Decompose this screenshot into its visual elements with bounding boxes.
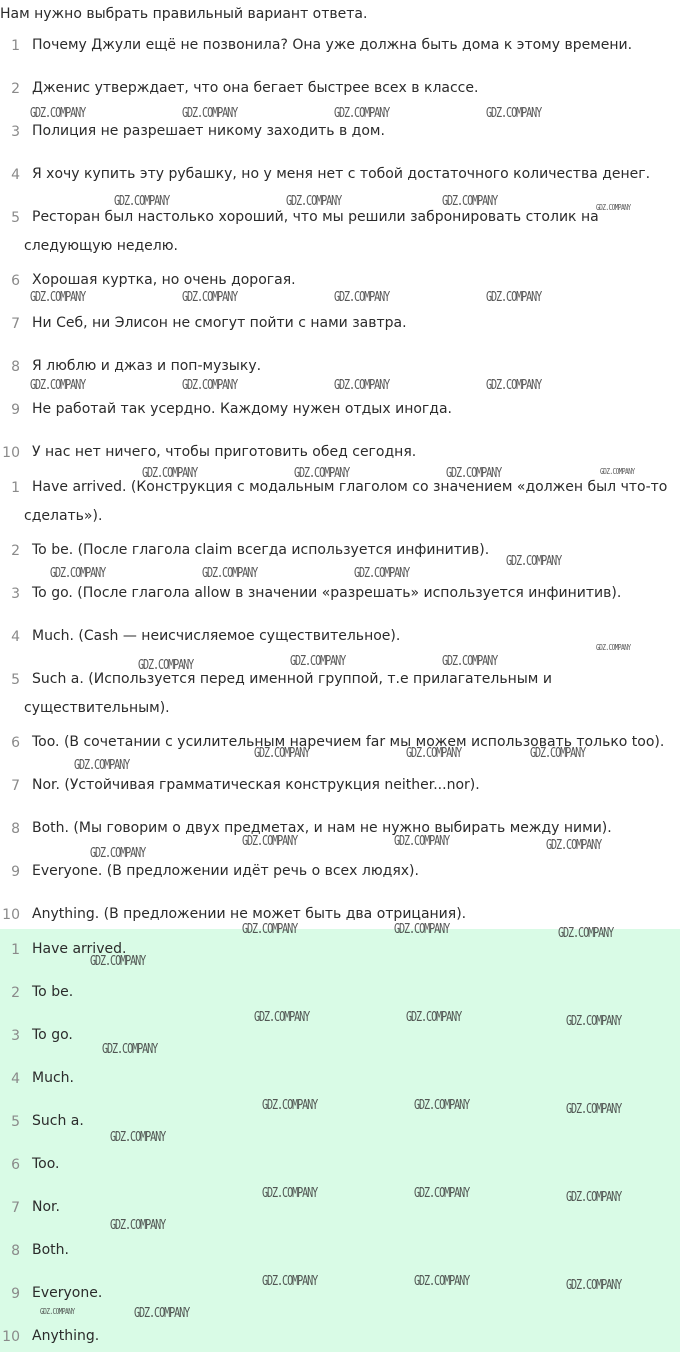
watermark: GDZ.COMPANY: [254, 1010, 310, 1025]
item-text: Both.: [32, 1242, 69, 1258]
watermark: GDZ.COMPANY: [242, 922, 298, 937]
watermark: GDZ.COMPANY: [74, 758, 130, 773]
watermark: GDZ.COMPANY: [202, 566, 258, 581]
watermark: GDZ.COMPANY: [30, 378, 86, 393]
watermark: GDZ.COMPANY: [442, 654, 498, 669]
item-number: 5: [11, 1114, 20, 1130]
item-text: Anything. (В предложении не может быть два отрицания).: [32, 906, 467, 922]
watermark: GDZ.COMPANY: [596, 643, 631, 652]
item-number: 9: [11, 864, 20, 880]
item-text: У нас нет ничего, чтобы приготовить обед сегодня.: [32, 444, 417, 460]
item-number: 5: [11, 210, 20, 226]
watermark: GDZ.COMPANY: [600, 467, 635, 476]
item-number: 10: [2, 907, 20, 923]
watermark: GDZ.COMPANY: [138, 658, 194, 673]
watermark: GDZ.COMPANY: [566, 1014, 622, 1029]
item-number: 8: [11, 821, 20, 837]
item-text: Не работай так усердно. Каждому нужен отдых иногда.: [32, 401, 452, 417]
item-number: 3: [11, 124, 20, 140]
item-text: Much. (Cash — неисчисляемое существительное).: [32, 628, 401, 644]
watermark: GDZ.COMPANY: [114, 194, 170, 209]
watermark: GDZ.COMPANY: [102, 1042, 158, 1057]
watermark: GDZ.COMPANY: [110, 1218, 166, 1233]
watermark: GDZ.COMPANY: [262, 1098, 318, 1113]
item-text: Anything.: [32, 1328, 100, 1344]
intro-text: Нам нужно выбрать правильный вариант ответа.: [0, 6, 368, 22]
watermark: GDZ.COMPANY: [486, 290, 542, 305]
watermark: GDZ.COMPANY: [566, 1190, 622, 1205]
watermark: GDZ.COMPANY: [414, 1098, 470, 1113]
item-text: Ни Себ, ни Элисон не смогут пойти с нами завтра.: [32, 315, 407, 331]
item-text: Everyone. (В предложении идёт речь о всех людях).: [32, 863, 419, 879]
item-text: Хорошая куртка, но очень дорогая.: [32, 272, 296, 288]
watermark: GDZ.COMPANY: [110, 1130, 166, 1145]
watermark: GDZ.COMPANY: [30, 106, 86, 121]
item-text: To go.: [32, 1027, 73, 1043]
watermark: GDZ.COMPANY: [486, 378, 542, 393]
item-text: Everyone.: [32, 1285, 103, 1301]
watermark: GDZ.COMPANY: [558, 926, 614, 941]
item-text: Nor.: [32, 1199, 60, 1215]
watermark: GDZ.COMPANY: [142, 466, 198, 481]
item-number: 1: [11, 480, 20, 496]
item-text: Ресторан был настолько хороший, что мы решили забронировать столик на следующую неделю.: [24, 209, 599, 254]
watermark: GDZ.COMPANY: [134, 1306, 190, 1321]
item-number: 1: [11, 38, 20, 54]
watermark: GDZ.COMPANY: [182, 378, 238, 393]
item-text: Полиция не разрешает никому заходить в дом.: [32, 123, 385, 139]
item-number: 2: [11, 81, 20, 97]
watermark: GDZ.COMPANY: [294, 466, 350, 481]
item-text: Почему Джули ещё не позвонила? Она уже должна быть дома к этому времени.: [32, 37, 633, 53]
item-text: Я хочу купить эту рубашку, но у меня нет с тобой достаточного количества денег.: [32, 166, 651, 182]
item-text: To go. (После глагола allow в значении «разрешать» используется инфинитив).: [32, 585, 622, 601]
item-number: 3: [11, 586, 20, 602]
item-text: Я люблю и джаз и поп-музыку.: [32, 358, 262, 374]
item-number: 6: [11, 273, 20, 289]
item-number: 2: [11, 985, 20, 1001]
item-text: Such a.: [32, 1113, 84, 1129]
item-text: Much.: [32, 1070, 74, 1086]
item-number: 7: [11, 778, 20, 794]
item-number: 8: [11, 1243, 20, 1259]
item-number: 2: [11, 543, 20, 559]
item-number: 7: [11, 316, 20, 332]
item-text: Have arrived.: [32, 941, 127, 957]
watermark: GDZ.COMPANY: [334, 378, 390, 393]
watermark: GDZ.COMPANY: [442, 194, 498, 209]
item-text: Too. (В сочетании с усилительным наречием far мы можем использовать только too).: [32, 734, 665, 750]
item-text: Both. (Мы говорим о двух предметах, и нам не нужно выбирать между ними).: [32, 820, 612, 836]
item-number: 9: [11, 402, 20, 418]
watermark: GDZ.COMPANY: [50, 566, 106, 581]
item-number: 10: [2, 1329, 20, 1345]
watermark: GDZ.COMPANY: [90, 954, 146, 969]
item-number: 10: [2, 445, 20, 461]
item-text: To be. (После глагола claim всегда используется инфинитив).: [32, 542, 490, 558]
watermark: GDZ.COMPANY: [334, 290, 390, 305]
item-number: 5: [11, 672, 20, 688]
item-number: 4: [11, 167, 20, 183]
item-text: Have arrived. (Конструкция с модальным глаголом со значением «должен был что-то сделать»).: [24, 479, 668, 524]
watermark: GDZ.COMPANY: [566, 1102, 622, 1117]
watermark: GDZ.COMPANY: [406, 746, 462, 761]
watermark: GDZ.COMPANY: [506, 554, 562, 569]
item-text: To be.: [32, 984, 74, 1000]
watermark: GDZ.COMPANY: [40, 1307, 75, 1316]
watermark: GDZ.COMPANY: [546, 838, 602, 853]
watermark: GDZ.COMPANY: [242, 834, 298, 849]
watermark: GDZ.COMPANY: [596, 203, 631, 212]
watermark: GDZ.COMPANY: [254, 746, 310, 761]
watermark: GDZ.COMPANY: [530, 746, 586, 761]
item-number: 6: [11, 1157, 20, 1173]
item-text: Дженис утверждает, что она бегает быстрее всех в классе.: [32, 80, 479, 96]
item-number: 8: [11, 359, 20, 375]
watermark: GDZ.COMPANY: [182, 290, 238, 305]
item-number: 3: [11, 1028, 20, 1044]
item-text: Too.: [32, 1156, 60, 1172]
item-number: 1: [11, 942, 20, 958]
item-number: 9: [11, 1286, 20, 1302]
watermark: GDZ.COMPANY: [182, 106, 238, 121]
watermark: GDZ.COMPANY: [414, 1186, 470, 1201]
item-number: 7: [11, 1200, 20, 1216]
item-number: 6: [11, 735, 20, 751]
watermark: GDZ.COMPANY: [566, 1278, 622, 1293]
watermark: GDZ.COMPANY: [354, 566, 410, 581]
watermark: GDZ.COMPANY: [414, 1274, 470, 1289]
item-number: 4: [11, 1071, 20, 1087]
watermark: GDZ.COMPANY: [486, 106, 542, 121]
item-text: Nor. (Устойчивая грамматическая конструкция neither...nor).: [32, 777, 480, 793]
watermark: GDZ.COMPANY: [90, 846, 146, 861]
item-number: 4: [11, 629, 20, 645]
watermark: GDZ.COMPANY: [262, 1274, 318, 1289]
item-text: Such a. (Используется перед именной группой, т.е прилагательным и существительным).: [24, 671, 552, 716]
watermark: GDZ.COMPANY: [262, 1186, 318, 1201]
watermark: GDZ.COMPANY: [446, 466, 502, 481]
watermark: GDZ.COMPANY: [334, 106, 390, 121]
watermark: GDZ.COMPANY: [30, 290, 86, 305]
watermark: GDZ.COMPANY: [406, 1010, 462, 1025]
watermark: GDZ.COMPANY: [286, 194, 342, 209]
watermark: GDZ.COMPANY: [290, 654, 346, 669]
watermark: GDZ.COMPANY: [394, 834, 450, 849]
watermark: GDZ.COMPANY: [394, 922, 450, 937]
